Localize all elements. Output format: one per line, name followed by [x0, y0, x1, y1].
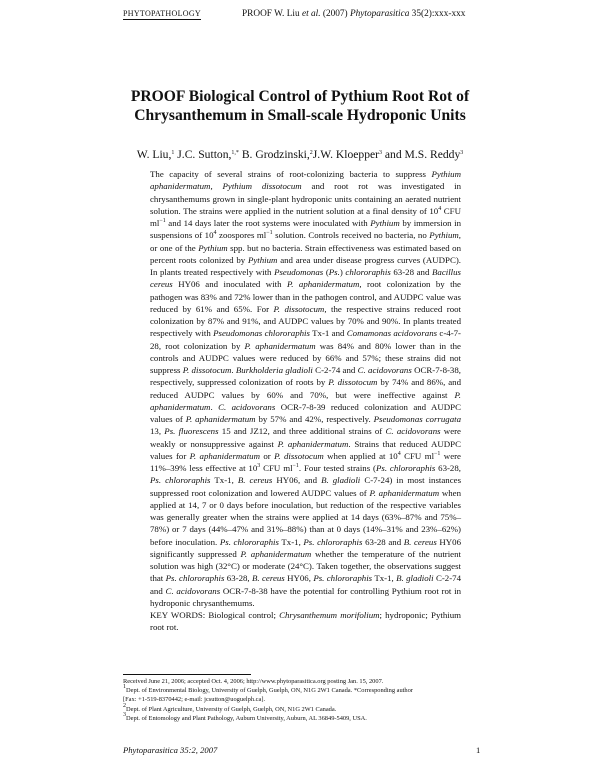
italic-text: Comamonas acidovorans — [346, 328, 438, 339]
text-run: ) — [339, 267, 346, 277]
italic-text: Pseudomonas corrugata — [373, 414, 461, 424]
text-run: CFU ml — [400, 450, 435, 461]
italic-text: Ps. chlororaphis — [219, 536, 279, 547]
italic-text: chlororaphis — [345, 267, 391, 277]
abstract-body — [150, 168, 461, 609]
italic-text: Pseudomonas — [274, 267, 324, 277]
superscript: 4 — [397, 450, 401, 457]
running-head — [242, 9, 465, 19]
text-run: spp. but no bacteria. Strain effectiveness was estimated based on percent roots colonized by — [150, 242, 461, 265]
italic-text: Ps. chlororaphis — [150, 475, 211, 486]
text-run: , or one of the — [150, 230, 461, 253]
text-run: 63-28, — [224, 573, 253, 584]
superscript: 3 — [379, 150, 383, 156]
text-run: J.W. Kloepper — [312, 148, 380, 161]
italic-text: P. aphanidermatum — [240, 548, 312, 559]
italic-text: et al. — [301, 9, 321, 19]
text-run: and 14 days later the root systems were inoculated with — [165, 218, 371, 228]
italic-text: B. gladioli — [396, 573, 434, 584]
text-run: . — [210, 401, 219, 412]
superscript: 3 — [460, 150, 464, 156]
text-run: . — [231, 365, 236, 375]
keywords — [150, 609, 461, 634]
text-run: CFU ml — [260, 463, 293, 473]
italic-text: P. aphanidermatum — [286, 279, 360, 290]
text-run: 63-28 and — [390, 267, 433, 277]
text-run: Tx-1, — [210, 475, 238, 486]
superscript: −1 — [292, 463, 299, 469]
italic-text: B. cereus — [252, 573, 285, 584]
italic-text: Ps. chlororaphis — [313, 573, 373, 584]
italic-text: P. aphanidermatum — [150, 389, 461, 412]
italic-text: Pythium — [247, 254, 278, 265]
superscript: 1 — [171, 150, 175, 156]
text-run: C-7-24) in most instances suppressed root colonization and lowered AUDPC values of — [150, 475, 462, 498]
text-run: 15 and JZ12, and three additional strains of — [218, 426, 386, 437]
text-run: or — [259, 450, 275, 461]
author-list — [100, 148, 500, 161]
footnote-received — [123, 677, 483, 686]
text-run: 35(2):xxx-xxx — [409, 9, 466, 19]
text-run: when applied at 10 — [323, 450, 398, 461]
italic-text: C. acidovorans — [165, 585, 221, 596]
superscript: 2 — [123, 702, 126, 709]
text-run: Tx-1 and — [309, 328, 347, 339]
superscript: 2 — [309, 150, 313, 156]
italic-text: C. acidovorans — [218, 401, 276, 412]
footnote-affiliation-2 — [123, 702, 483, 714]
italic-text: B. gladioli — [321, 475, 361, 486]
text-run: . Four tested strains ( — [298, 463, 376, 473]
text-run: by immersion in suspensions of 10 — [150, 218, 461, 241]
text-run: HY06 significantly suppressed — [150, 536, 462, 559]
superscript: 1 — [123, 684, 126, 691]
abstract — [150, 168, 461, 634]
text-run: whether the temperature of the nutrient solution was high (32°C) or moderate (24°C). Taken together, the observations suggest that — [150, 548, 461, 584]
italic-text: Pythium — [198, 242, 228, 253]
text-run: by 57% and 42%, respectively. — [255, 414, 374, 424]
text-run: when applied at 14, 7 or 0 days before inoculation, but reduction of the respective variables was generally greater when the strains were applied at 14 days (63%–87% and 75%–78%) or 7 days (44%–47% and 31%–88%) than at 0 days (14%–31% and 23%–62%) before inoculation. — [150, 487, 461, 547]
text-run: B. Grodzinski, — [238, 148, 310, 161]
text-run: J.C. Sutton, — [174, 148, 232, 161]
text-run: HY06, — [284, 573, 314, 584]
text-run: OCR-7-8-38 have the potential for controlling Pythium root rot in hydroponic chrysanthemums. — [150, 585, 462, 608]
journal-section-label: PHYTOPATHOLOGY — [123, 9, 201, 18]
superscript: −1 — [159, 218, 166, 224]
superscript: 4 — [438, 205, 442, 212]
text-run: was 84% and 80% lower than in the controls and AUDPC values were reduced by 66% and 57%; these strains did not suppress — [150, 340, 461, 375]
text-run: PROOF W. Liu — [242, 9, 302, 19]
italic-text: Burkholderia gladioli — [235, 365, 313, 375]
italic-text: Ps. chlororaphis — [165, 573, 225, 584]
text-run: The capacity of several strains of root-colonizing bacteria to suppress — [150, 169, 432, 179]
italic-text: Pythium — [370, 218, 400, 228]
text-run: and area under disease progress curves (AUDPC). In plants treated respectively with — [150, 254, 461, 277]
superscript: 4 — [213, 230, 217, 237]
italic-text: Pythium aphanidermatum — [150, 169, 461, 192]
text-run: . Strains that reduced AUDPC values for — [150, 438, 461, 461]
text-run: Received June 21, 2006; accepted Oct. 4, 2006; http://www.phytoparasitica.org posting Jan. 15, 2007. — [123, 678, 384, 685]
superscript: 1,* — [231, 150, 239, 156]
text-run: Tx-1, — [372, 573, 397, 584]
text-run: Dept. of Entomology and Plant Pathology, Auburn University, Auburn, AL 36849-5409, USA. — [126, 714, 367, 722]
italic-text: Ps. fluorescens — [164, 426, 219, 437]
italic-text: P. aphanidermatum — [369, 487, 440, 498]
footnote-divider — [123, 674, 251, 675]
superscript: 3 — [123, 711, 126, 718]
italic-text: P. dissotocum — [328, 377, 378, 388]
text-run: 13, — [150, 426, 165, 437]
text-run: 63-28 and — [362, 536, 404, 547]
text-run: Tx-1, — [278, 536, 304, 547]
text-run: [Fax: +1-519-8370442; e-mail: jcsutton@uoguelph.ca]. — [123, 696, 266, 704]
text-run: and root rot was investigated in chrysanthemums grown in single-plant hydroponic units containing an aerated nutrient solution. The strains were applied in the nutrient solution at a final density of 10 — [150, 181, 462, 216]
italic-text: Chrysanthemum morifolium — [279, 610, 380, 620]
italic-text: P. dissotocum — [273, 303, 325, 314]
text-run: OCR-7-8-38, respectively, suppressed colonization of roots by — [150, 365, 461, 388]
superscript: 3 — [257, 463, 261, 469]
italic-text: C. acidovorans — [385, 426, 441, 437]
text-run: were weakly or nonsuppressive against — [150, 426, 461, 449]
text-run: KEY WORDS: Biological control; — [150, 610, 280, 620]
text-run: c-4-7-28, root colonization by — [150, 328, 462, 351]
footnote-contact — [123, 695, 483, 704]
text-run: HY06, and — [272, 475, 322, 486]
italic-text: Pseudomonas chlororaphis — [213, 328, 310, 339]
text-run: were 11%–39% less effective at 10 — [150, 450, 461, 473]
text-run: and M.S. Reddy — [382, 148, 461, 161]
text-run: C-2-74 and — [312, 365, 358, 375]
footnotes — [123, 677, 483, 723]
page-number: 1 — [476, 745, 481, 755]
text-run: W. Liu, — [136, 148, 172, 161]
text-run: CFU ml — [150, 205, 461, 228]
text-run: ( — [323, 267, 329, 277]
italic-text: P. dissotocum — [182, 365, 232, 375]
text-run: C-2-74 and — [150, 573, 462, 596]
italic-text: P. aphanidermatum — [189, 450, 260, 461]
text-run: , root colonization by the pathogen was 83% and 72% lower than in the pathogen control, and AUDPC value was reduced by 61% and 65%. For — [150, 279, 461, 314]
paper-title: PROOF Biological Control of Pythium Root Rot of Chrysanthemum in Small-scale Hydroponic Units — [130, 88, 470, 124]
text-run: zoospores ml — [216, 230, 267, 241]
italic-text: Ps. chlororaphis — [303, 536, 363, 547]
text-run: , — [210, 181, 223, 192]
text-run: 63-28, — [435, 463, 461, 473]
superscript: −1 — [434, 450, 441, 457]
italic-text: Pythium dissotocum — [222, 181, 302, 192]
footnote-affiliation-1 — [123, 686, 483, 695]
italic-text: B. cereus — [403, 536, 437, 547]
footnote-affiliation-3 — [123, 711, 483, 723]
superscript: −1 — [266, 230, 273, 237]
italic-text: P. aphanidermatum — [244, 340, 316, 351]
text-run: Dept. of Environmental Biology, University of Guelph, Guelph, ON, N1G 2W1 Canada. *Corresponding author — [126, 687, 413, 695]
text-run: solution. Controls received no bacteria, no — [272, 230, 430, 241]
text-run: by 74% and 86%, and reduced AUDPC values by 60% and 70%, but were ineffective against — [150, 377, 462, 400]
footer-journal: Phytoparasitica 35:2, 2007 — [123, 745, 218, 755]
italic-text: Ps. chlororaphis — [375, 463, 436, 473]
italic-text: B. cereus — [237, 475, 273, 486]
italic-text: Pythium — [429, 230, 459, 241]
italic-text: Phytoparasitica — [349, 9, 410, 19]
italic-text: Bacillus cereus — [150, 267, 461, 290]
text-run: Dept. of Plant Agriculture, University of Guelph, Guelph, ON, N1G 2W1 Canada. — [126, 705, 337, 713]
text-run: ; hydroponic; Pythium root rot. — [150, 610, 462, 633]
italic-text: P. aphanidermatum — [185, 414, 256, 424]
italic-text: P. dissotocum — [274, 450, 324, 461]
italic-text: P. aphanidermatum — [277, 438, 349, 449]
italic-text: C. acidovorans — [357, 365, 412, 375]
text-run: , the respective strains reduced root colonization by 87% and 91%, and AUDPC values by 70% and 90%. In plants treated respectively with — [150, 303, 461, 339]
text-run: OCR-7-8-39 reduced colonization and AUDPC values of — [150, 401, 462, 424]
text-run: HY06 and inoculated with — [172, 279, 287, 290]
italic-text: Ps. — [328, 267, 340, 277]
text-run: (2007) — [320, 9, 350, 19]
